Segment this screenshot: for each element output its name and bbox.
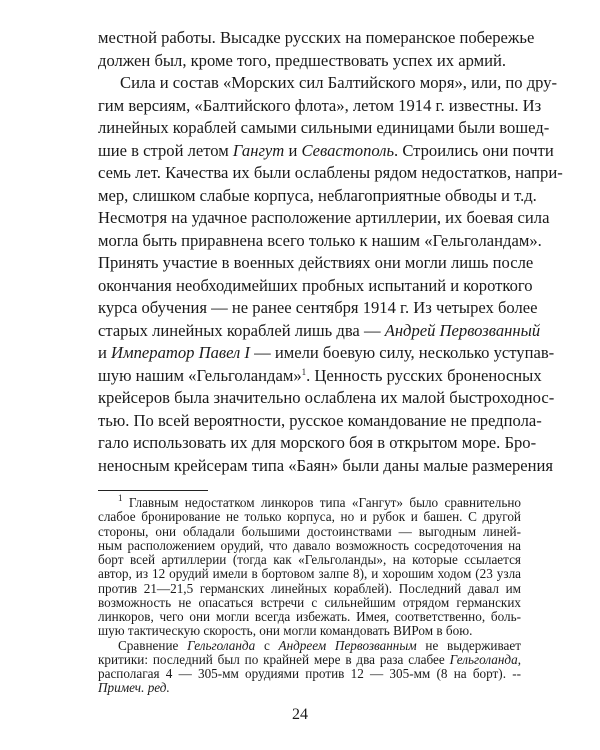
- italic-text: Примеч. ред.: [98, 680, 170, 696]
- body-line: [98, 27, 535, 50]
- text-run: Главным недостатком линкоров типа «Гангут» было сравнительно: [122, 495, 521, 510]
- footnote-marker: 1: [118, 493, 123, 503]
- body-line: [98, 185, 537, 208]
- footnote-line: [98, 624, 521, 638]
- text-run: Сила и состав «Морских сил Балтийского моря», или, по дру-: [120, 73, 558, 92]
- text-run: ным расположением орудий, что давало возможность сосредоточения на: [98, 537, 521, 553]
- footnote-line: [98, 553, 521, 567]
- text-run: крейсеров была значительно ослаблена их малой быстроходнос-: [98, 388, 555, 407]
- text-run: мер, слишком слабые корпуса, неблагоприятные обводы и т.д.: [98, 185, 537, 205]
- text-run: ,: [517, 651, 521, 667]
- text-run: . Строились они почти: [394, 140, 554, 160]
- footnote-line: [98, 681, 521, 695]
- footnote-line: [98, 539, 521, 553]
- footnote-line: [98, 567, 521, 581]
- text-run: местной работы. Высадке русских на померанское побережье: [98, 28, 535, 47]
- italic-text: Севастополь: [301, 140, 395, 160]
- footnote-separator: [98, 490, 208, 491]
- body-line: [98, 50, 521, 73]
- text-run: критики: последний был по крайней мере в два раза слабее: [98, 651, 450, 667]
- body-line: [98, 365, 542, 388]
- text-run: с: [255, 637, 279, 653]
- text-run: Сравнение: [118, 637, 188, 653]
- text-run: шую тактическую скорость, они могли командовать ВИРом в бою.: [98, 623, 473, 639]
- text-run: слабое бронирование не только корпуса, но и рубок и башен. С другой: [98, 509, 521, 525]
- text-run: стороны, они обладали большими достоинствами — выгодным линей-: [98, 523, 521, 539]
- page-number: 24: [292, 706, 308, 723]
- text-run: курса обучения — не ранее сентября 1914 г. Из четырех более: [98, 298, 538, 317]
- text-run: линкоров, чего они могли всегда избежать. Имея, соответственно, боль-: [98, 609, 521, 624]
- footnote-line: [98, 493, 521, 510]
- text-run: шие в строй летом: [98, 140, 233, 160]
- text-run: и: [98, 343, 112, 362]
- text-run: автор, из 12 орудий имели в бортовом залпе 8), и хорошим ходом (23 узла: [98, 566, 521, 582]
- italic-text: Андрей Первозванный: [384, 320, 541, 340]
- body-line: [98, 432, 537, 455]
- body-paragraph: [98, 72, 563, 477]
- footnotes: [98, 493, 521, 696]
- text-run: гало использовать их для морского боя в открытом море. Бро-: [98, 433, 537, 452]
- footnote-paragraph: [98, 639, 521, 696]
- text-run: располагая 4 — 305-мм орудиями против 12 — 305-мм (8 на борт). --: [98, 666, 521, 681]
- text-run: возможность не опасаться встречи с сильнейшим отрядом германских: [98, 594, 521, 610]
- text-run: шую нашим «Гельголандам»: [98, 365, 302, 385]
- text-run: линейных кораблей самыми сильными единицами были вошед-: [98, 118, 550, 137]
- text-run: гим версиям, «Балтийского флота», летом 1914 г. известны. Из: [98, 95, 542, 115]
- text-run: окончания необходимейших пробных испытаний и короткого: [98, 275, 533, 295]
- body-line: [98, 207, 550, 230]
- body-line: [98, 95, 542, 118]
- italic-text: Андреем Первозванным: [278, 637, 417, 653]
- body-line: [98, 117, 550, 140]
- text-run: Несмотря на удачное расположение артиллерии, их боевая сила: [98, 208, 550, 227]
- main-text: [98, 27, 563, 477]
- footnote-line: [98, 653, 521, 667]
- text-run: — имели боевую силу, несколько уступав-: [249, 343, 555, 362]
- body-line: [98, 410, 542, 433]
- body-line: [98, 297, 538, 320]
- footnote-line: [98, 667, 521, 681]
- body-line: [98, 230, 542, 253]
- body-line: [98, 140, 554, 163]
- text-run: должен был, кроме того, предшествовать успех их армий.: [98, 50, 507, 70]
- body-line: [98, 252, 534, 275]
- body-line: [98, 162, 563, 185]
- footnote-line: [98, 639, 521, 653]
- italic-text: Гельголанда: [449, 651, 518, 667]
- text-run: семь лет. Качества их были ослаблены рядом недостатков, напри-: [98, 163, 563, 182]
- italic-text: Гельголанда: [187, 637, 256, 653]
- text-run: . Ценность русских броненосных: [306, 365, 542, 385]
- footnote-line: [98, 596, 521, 610]
- text-run: старых линейных кораблей лишь два —: [98, 320, 385, 340]
- body-line: [98, 342, 555, 365]
- footnote-marker: 1: [301, 366, 307, 377]
- text-run: и: [284, 140, 302, 160]
- body-line: [98, 320, 541, 343]
- text-run: Принять участие в военных действиях они могли лишь после: [98, 253, 534, 272]
- text-run: могла быть приравнена всего только к нашим «Гельголандам».: [98, 230, 542, 250]
- body-line: [98, 455, 554, 478]
- body-line: [98, 275, 533, 298]
- body-line: [98, 72, 558, 95]
- text-run: против 21—21,5 германских линейных кораблей). Последний давал им: [98, 580, 521, 596]
- text-run: не выдерживает: [416, 637, 521, 653]
- footnote-paragraph: [98, 493, 521, 639]
- body-line: [98, 387, 555, 410]
- text-run: неносным крейсерам типа «Баян» были даны малые размерения: [98, 455, 554, 475]
- footnote-line: [98, 610, 521, 624]
- footnote-line: [98, 582, 521, 596]
- italic-text: Гангут: [232, 140, 285, 160]
- text-run: тью. По всей вероятности, русское командование не предпола-: [98, 410, 542, 430]
- text-run: борт всей артиллерии (тогда как «Гельголанды», на которые ссылается: [98, 552, 521, 567]
- footnote-line: [98, 525, 521, 539]
- footnote-line: [98, 510, 521, 524]
- italic-text: Император Павел I: [111, 343, 250, 362]
- body-paragraph: [98, 27, 535, 72]
